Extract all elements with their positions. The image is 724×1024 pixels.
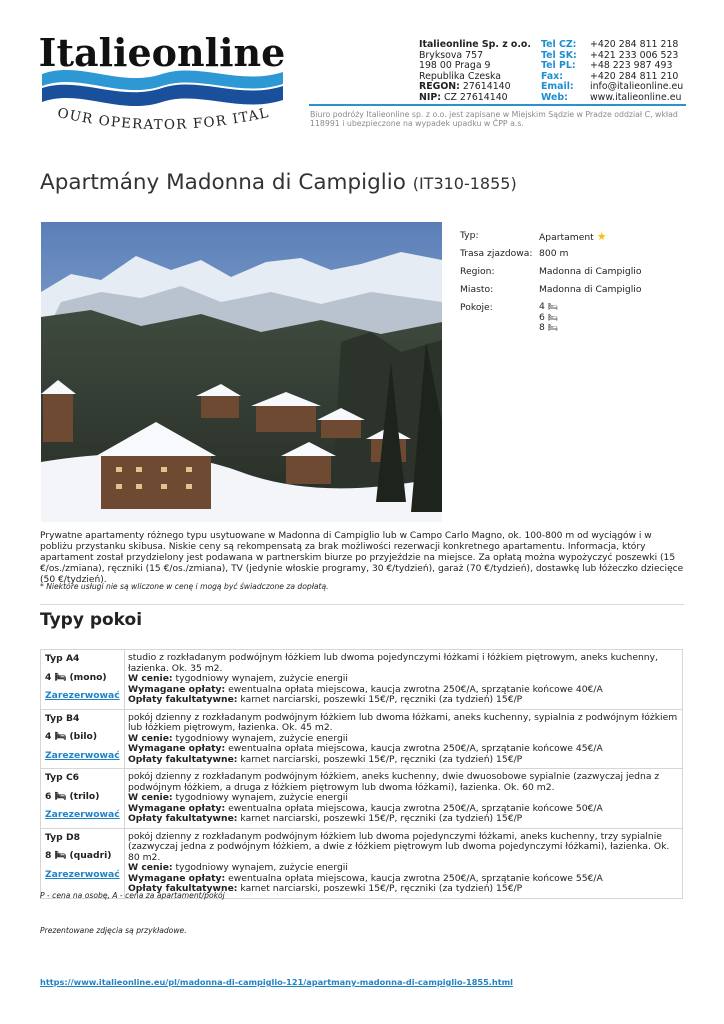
bed-icon: 🛏 bbox=[54, 671, 67, 683]
param-slope-label: Trasa zjazdowa: bbox=[460, 248, 533, 259]
title-code: (IT310-1855) bbox=[412, 174, 517, 193]
room-optional-fees: Opłaty fakultatywne: karnet narciarski, poszewki 15€/P, ręczniki (za tydzień) 15€/P bbox=[128, 813, 523, 824]
room-capacity: 4 🛏 (bilo) bbox=[45, 731, 98, 742]
resort-photo bbox=[41, 222, 442, 522]
param-region-value: Madonna di Campiglio bbox=[539, 266, 642, 277]
param-type-label: Typ: bbox=[460, 230, 479, 241]
room-capacity: 8 🛏 (quadri) bbox=[45, 850, 112, 861]
bed-icon: 🛏 bbox=[54, 731, 67, 742]
contact-fax: Fax: +420 284 811 210 bbox=[541, 70, 679, 82]
param-city-value: Madonna di Campiglio bbox=[539, 284, 642, 295]
bed-icon: 🛏 bbox=[547, 312, 558, 322]
table-row bbox=[41, 709, 683, 769]
room-types-table bbox=[40, 649, 683, 899]
param-rooms-label: Pokoje: bbox=[460, 302, 493, 313]
room-included: W cenie: tygodniowy wynajem, zużycie energii bbox=[128, 673, 348, 684]
logo-text: Italieonline bbox=[40, 30, 285, 75]
room-types-heading: Typy pokoi bbox=[40, 610, 143, 630]
room-required-fees: Wymagane opłaty: ewentualna opłata miejscowa, kaucja zwrotna 250€/A, sprzątanie końcowe 40€/A bbox=[128, 683, 603, 695]
property-description: Prywatne apartamenty różnego typu usytuowane w Madonna di Campiglio lub w Campo Carlo Magno, ok. 100-800 m od wyciągów i w pobliżu przystanku skibusa. Niskie ceny są rekompensatą za brak możliwości rezerwacji konkretnego apartamentu. Informacja, który apartament został przydzielony jest podawana w partnerskim biurze po przyjeździe na miejsce. Za opłatą można wypożyczyć poszewki (15 €/os./zmiana), ręczniki (15 €/os./zmiana), TV (jedynie włoskie programy, 30 €/tydzień), garaż (70 €/tydzień), dostawkę lub łóżeczko dziecięce (50 €/tydzień). bbox=[40, 531, 684, 585]
services-note: * Niektóre usługi nie są wliczone w cenę i mogą być świadczone za dopłatą. bbox=[40, 582, 329, 591]
book-button[interactable]: Zarezerwować bbox=[45, 809, 120, 820]
bed-icon: 🛏 bbox=[54, 850, 67, 861]
price-legend: P - cena na osobę, A - cena za apartament/pokój bbox=[40, 891, 225, 900]
contact-email: Email: info@italieonline.eu bbox=[541, 81, 684, 93]
book-button[interactable]: Zarezerwować bbox=[45, 749, 120, 761]
contact-web: Web: www.italieonline.eu bbox=[541, 91, 682, 103]
room-option: 4 🛏 bbox=[539, 301, 558, 312]
company-country: Republika Czeska bbox=[419, 70, 502, 82]
room-capacity: 6 🛏 (trilo) bbox=[45, 790, 100, 802]
room-type-name: Typ C6 bbox=[45, 772, 80, 783]
photos-note: Prezentowane zdjęcia są przykładowe. bbox=[40, 926, 187, 935]
room-type-name: Typ D8 bbox=[45, 831, 80, 843]
company-nip: NIP: CZ 27614140 bbox=[419, 91, 508, 103]
room-description: pokój dzienny z rozkładanym podwójnym łóżkiem, aneks kuchenny, dwie dwuosobowe sypialnie (zazwyczaj jedna z podwójnym łóżkiem, a druga z łóżkiem piętrowym lub dwoma łóżkami), łazienka. Ok. 60 m2. bbox=[128, 771, 660, 793]
star-icon: ★ bbox=[596, 230, 607, 243]
room-capacity: 4 🛏 (mono) bbox=[45, 671, 107, 683]
room-optional-fees: Opłaty fakultatywne: karnet narciarski, poszewki 15€/P, ręczniki (za tydzień) 15€/P bbox=[128, 694, 523, 705]
param-slope-value: 800 m bbox=[539, 248, 569, 259]
room-description: pokój dzienny z rozkładanym podwójnym łóżkiem lub dwoma łóżkami, aneks kuchenny, sypialnia z podwójnym łóżkiem lub łóżkiem piętrowym, łazienka. Ok. 45 m2. bbox=[128, 711, 678, 733]
company-info bbox=[419, 40, 531, 104]
room-optional-fees: Opłaty fakultatywne: karnet narciarski, poszewki 15€/P, ręczniki (za tydzień) 15€/P bbox=[128, 883, 523, 894]
room-included: W cenie: tygodniowy wynajem, zużycie energii bbox=[128, 862, 348, 873]
page-title bbox=[40, 170, 517, 195]
param-type-value: Apartament bbox=[539, 232, 594, 243]
table-row bbox=[41, 769, 683, 829]
logo-tagline: OUR OPERATOR FOR ITAL bbox=[55, 104, 271, 134]
room-description: studio z rozkładanym podwójnym łóżkiem lub dwoma pojedynczymi łóżkami i łóżkiem piętrowym, aneks kuchenny, łazienka. Ok. 35 m2. bbox=[128, 652, 658, 674]
company-city: 198 00 Praga 9 bbox=[419, 60, 491, 72]
room-included: W cenie: tygodniowy wynajem, zużycie energii bbox=[128, 792, 348, 803]
room-optional-fees: Opłaty fakultatywne: karnet narciarski, poszewki 15€/P, ręczniki (za tydzień) 15€/P bbox=[128, 753, 523, 765]
italieonline-logo bbox=[40, 30, 285, 140]
room-option: 8 🛏 bbox=[539, 322, 558, 333]
table-row bbox=[41, 828, 683, 898]
header-divider bbox=[309, 104, 686, 106]
room-required-fees: Wymagane opłaty: ewentualna opłata miejscowa, kaucja zwrotna 250€/A, sprzątanie końcowe 50€/A bbox=[128, 802, 603, 814]
contact-tel-sk: Tel SK: +421 233 006 523 bbox=[541, 49, 679, 61]
bed-icon: 🛏 bbox=[54, 790, 67, 802]
title-main: Apartmány Madonna di Campiglio bbox=[40, 170, 406, 195]
room-required-fees: Wymagane opłaty: ewentualna opłata miejscowa, kaucja zwrotna 250€/A, sprzątanie końcowe 55€/A bbox=[128, 872, 603, 884]
company-street: Bryksova 757 bbox=[419, 49, 484, 61]
room-option: 6 🛏 bbox=[539, 311, 558, 323]
contact-tel-pl: Tel PL: +48 223 987 493 bbox=[541, 60, 673, 72]
contact-list bbox=[541, 40, 683, 104]
room-required-fees: Wymagane opłaty: ewentualna opłata miejscowa, kaucja zwrotna 250€/A, sprzątanie końcowe 45€/A bbox=[128, 743, 603, 754]
room-description: pokój dzienny z rozkładanym podwójnym łóżkiem lub dwoma pojedynczymi łóżkami, aneks kuchenny, trzy sypialnie (zazwyczaj jedna z podwójnym łóżkiem, a dwie z łóżkiem piętrowym lub dwoma pojedynczymi łóżkami), łazienka. Ok. 80 m2. bbox=[128, 830, 670, 863]
section-divider bbox=[40, 604, 684, 605]
contact-tel-cz: Tel CZ: +420 284 811 218 bbox=[541, 39, 679, 50]
table-row bbox=[41, 650, 683, 710]
bed-icon: 🛏 bbox=[547, 323, 558, 332]
legal-disclaimer: Biuro podróży Italieonline sp. z o.o. jest zapisane w Miejskim Sądzie w Pradze oddział C, wkład 118991 i ubezpieczone na wypadek upadku w ČPP a.s. bbox=[310, 110, 678, 128]
company-regon: REGON: 27614140 bbox=[419, 81, 511, 93]
room-type-name: Typ B4 bbox=[45, 712, 80, 724]
room-type-name: Typ A4 bbox=[45, 653, 80, 664]
param-region-label: Region: bbox=[460, 266, 495, 277]
book-button[interactable]: Zarezerwować bbox=[45, 868, 120, 880]
param-city-label: Miasto: bbox=[460, 284, 494, 295]
page-url-link[interactable]: https://www.italieonline.eu/pl/madonna-di-campiglio-121/apartmany-madonna-di-campiglio-1855.html bbox=[40, 977, 513, 987]
room-included: W cenie: tygodniowy wynajem, zużycie energii bbox=[128, 732, 348, 744]
book-button[interactable]: Zarezerwować bbox=[45, 690, 120, 701]
company-name: Italieonline Sp. z o.o. bbox=[419, 39, 531, 50]
bed-icon: 🛏 bbox=[547, 302, 558, 311]
